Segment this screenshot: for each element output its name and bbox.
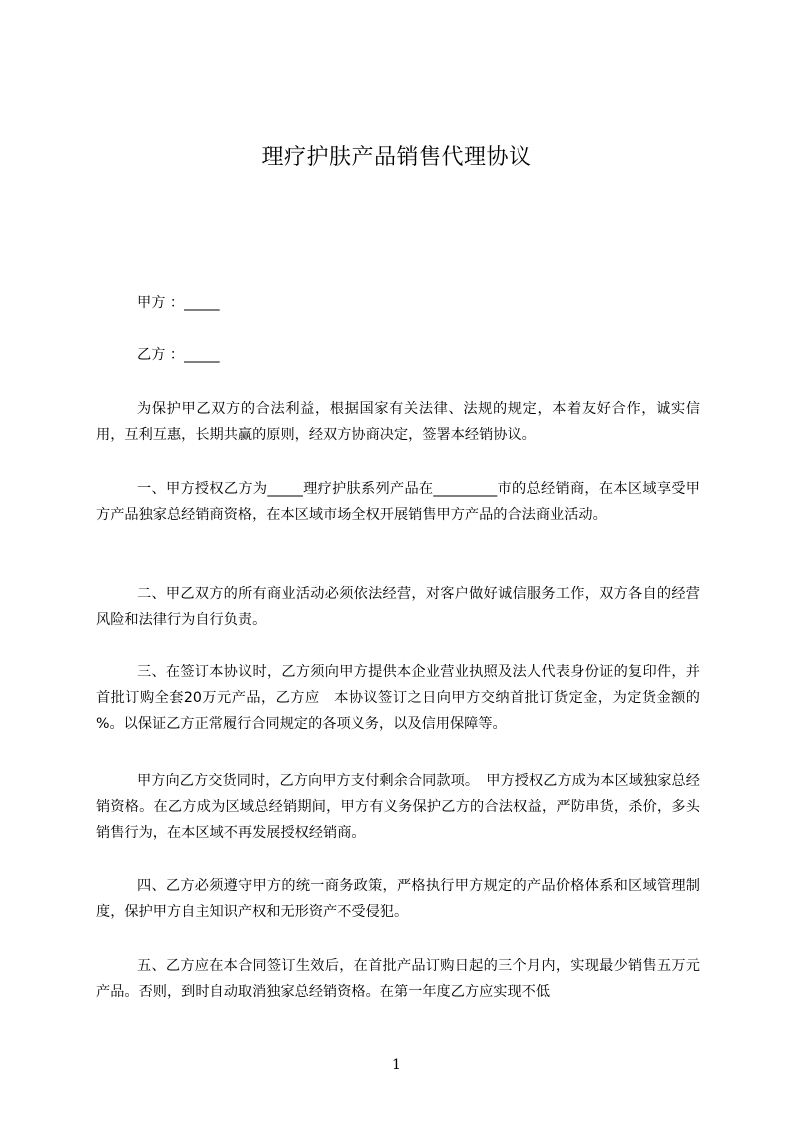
preamble-paragraph: 为保护甲乙双方的合法利益，根据国家有关法律、法规的规定，本着友好合作，诚实信用，互利互惠，长期共赢的原则，经双方协商决定，签署本经销协议。	[96, 401, 700, 443]
clause-2-paragraph: 二、甲乙双方的所有商业活动必须依法经营，对客户做好诚信服务工作，双方各自的经营风险和法律行为自行负责。	[96, 586, 700, 628]
party-b-line: 乙方 ：_____	[137, 347, 220, 363]
page-number: 1	[392, 1057, 401, 1073]
document-title: 理疗护肤产品销售代理协议	[261, 145, 532, 170]
clause-5-paragraph: 五、乙方应在本合同签订生效后，在首批产品订购日起的三个月内，实现最少销售五万元产品。否则，到时自动取消独家总经销资格。在第一年度乙方应实现不低	[96, 958, 700, 1000]
clause-4-paragraph: 四、乙方必须遵守甲方的统一商务政策，严格执行甲方规定的产品价格体系和区域管理制度，保护甲方自主知识产权和无形资产不受侵犯。	[96, 878, 700, 920]
delivery-paragraph: 甲方向乙方交货同时，乙方向甲方支付剩余合同款项。 甲方授权乙方成为本区域独家总经销资格。在乙方成为区域总经销期间，甲方有义务保护乙方的合法权益，严防串货，杀价，多头销售行为，在本区域不再发展授权经销商。	[96, 773, 700, 841]
clause-1-paragraph: 一、甲方授权乙方为_____理疗护肤系列产品在_________市的总经销商，在本区域享受甲方产品独家总经销商资格，在本区域市场全权开展销售甲方产品的合法商业活动。	[96, 481, 700, 523]
party-a-line: 甲方 ：_____	[137, 295, 220, 311]
clause-3-paragraph: 三、在签订本协议时，乙方须向甲方提供本企业营业执照及法人代表身份证的复印件，并首批订购全套20万元产品，乙方应 本协议签订之日向甲方交纳首批订货定金，为定货金额的 %。以保证乙方正常履行合同规定的各项义务，以及信用保障等。	[96, 664, 700, 732]
